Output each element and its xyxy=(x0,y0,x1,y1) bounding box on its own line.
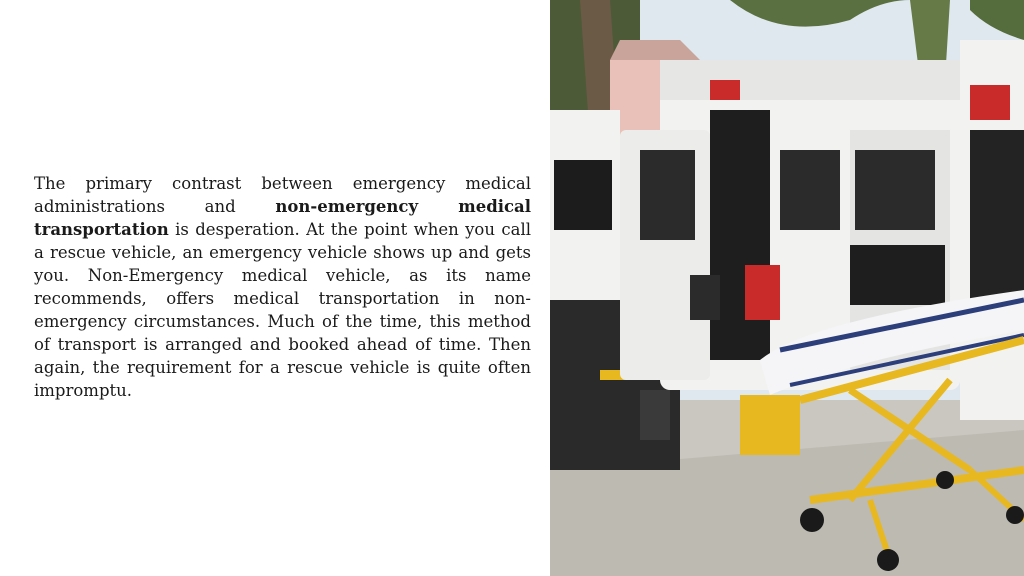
paragraph-rest: is desperation. At the point when you call a rescue vehicle, an emergency vehicle shows up and gets you. Non-Emergency medical vehicle, as its name recommends, offers medical transportation in non-emergency circumstances. Much of the time, this method of transport is arranged and booked ahead of time. Then again, the requirement for a rescue vehicle is quite often impromptu. xyxy=(34,220,531,400)
ambulance-photo xyxy=(550,0,1024,576)
paragraph-intro: The primary contrast between emergency medical administrations and xyxy=(34,174,531,216)
paragraph-bold-link-text: non-emergency medical transportation xyxy=(34,197,531,239)
body-paragraph xyxy=(34,172,531,402)
